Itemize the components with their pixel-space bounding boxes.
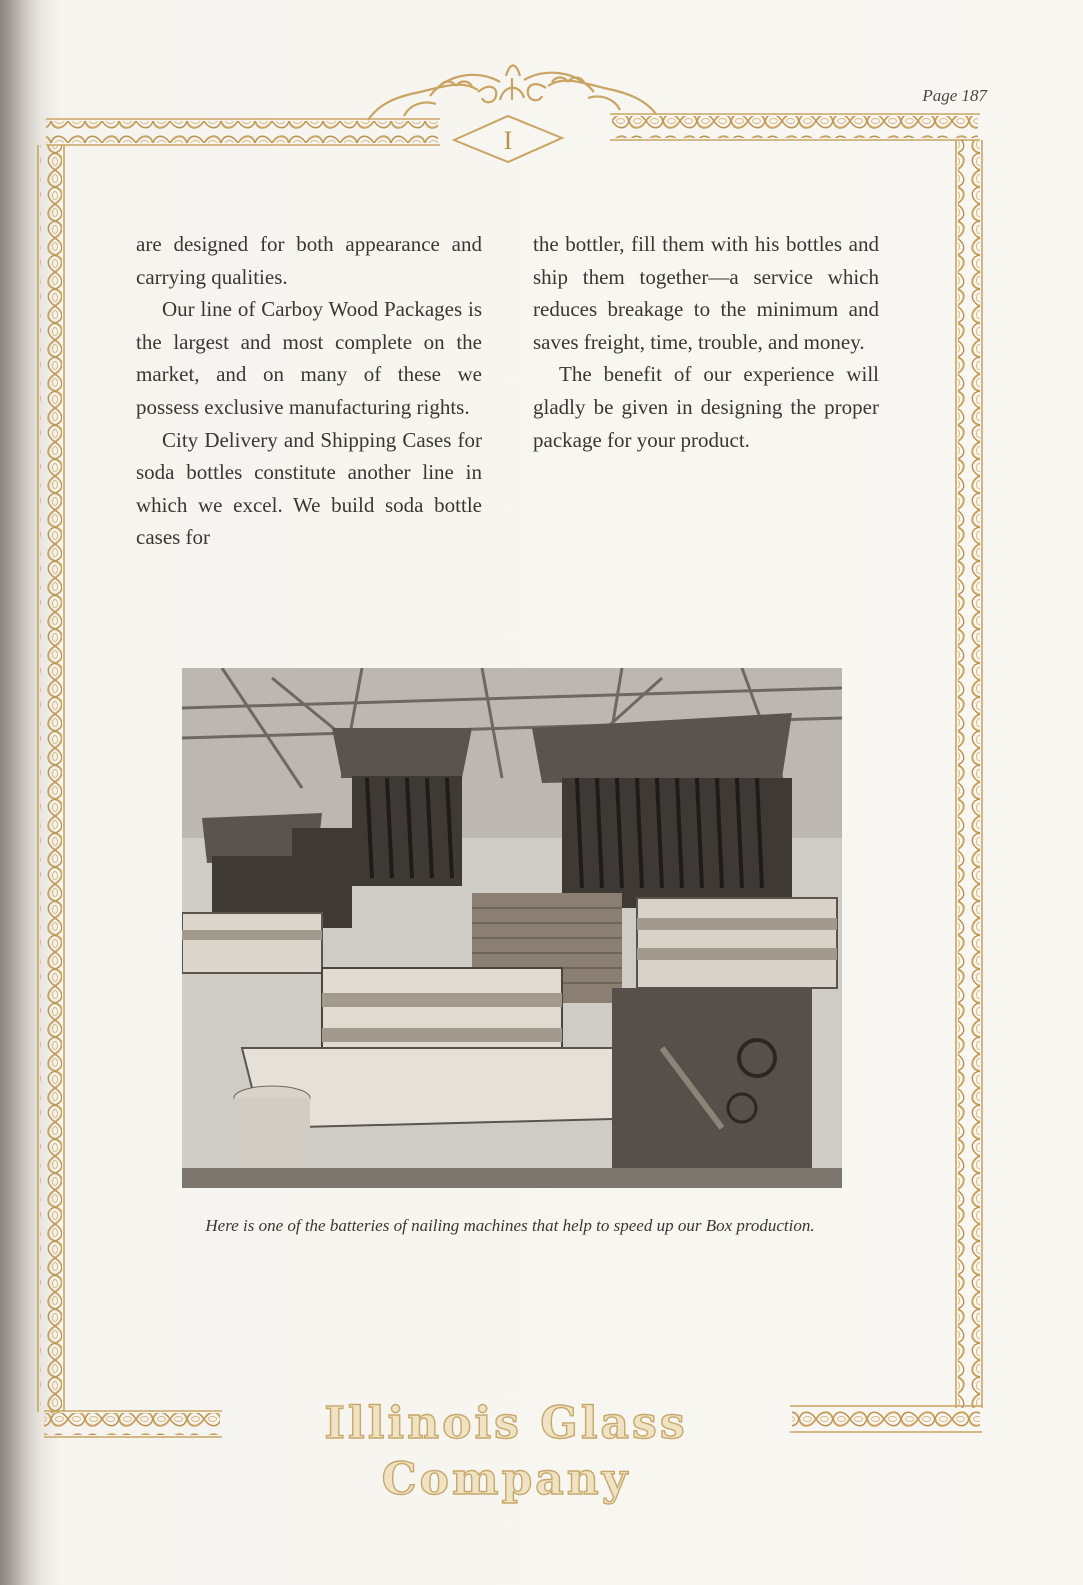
text-column-left xyxy=(136,228,482,554)
emblem-letter: I xyxy=(503,126,513,155)
page-number: Page 187 xyxy=(922,86,987,105)
paragraph: City Delivery and Shipping Cases for soda bottles constitute another line in which we excel. We build soda bottle cases for xyxy=(136,427,482,550)
photo-caption: Here is one of the batteries of nailing machines that help to speed up our Box production. xyxy=(205,1216,815,1235)
factory-photo xyxy=(182,668,842,1188)
paragraph: the bottler, fill them with his bottles and ship them together—a service which reduces breakage to the minimum and saves freight, time, trouble, and money. xyxy=(533,232,879,354)
paragraph: The benefit of our experience will gladly be given in designing the proper package for your product. xyxy=(533,362,879,452)
crest-ornament xyxy=(368,66,656,121)
text-column-right xyxy=(533,228,879,456)
paragraph: are designed for both appearance and carrying qualities. xyxy=(136,232,482,289)
paragraph: Our line of Carboy Wood Packages is the largest and most complete on the market, and on many of these we possess exclusive manufacturing rights. xyxy=(136,297,482,419)
company-name: Illinois Glass Company xyxy=(324,1398,688,1505)
photo-illustration xyxy=(182,668,842,1188)
